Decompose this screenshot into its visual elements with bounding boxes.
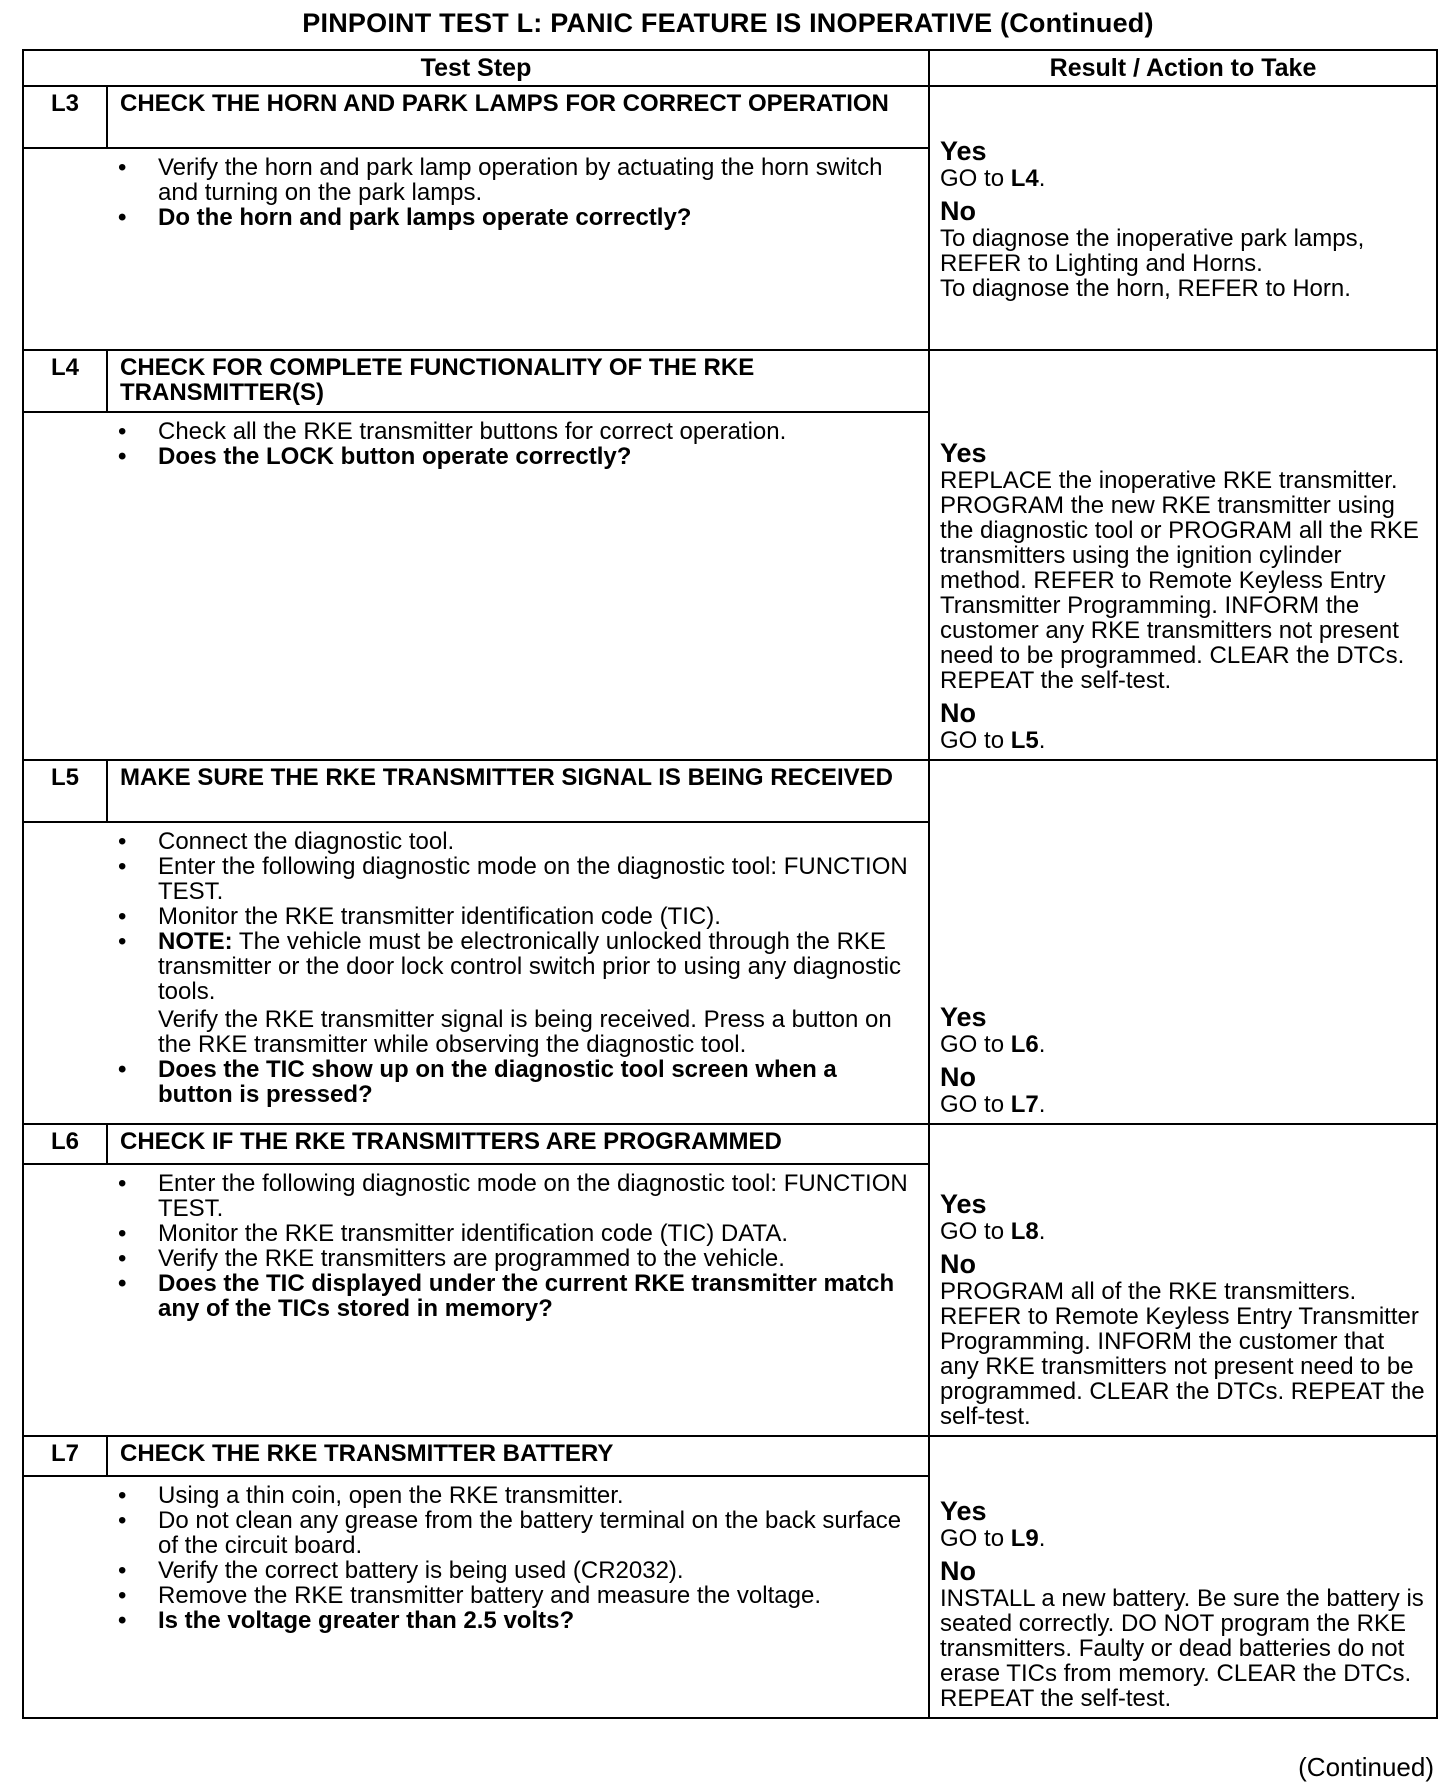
step-title: CHECK IF THE RKE TRANSMITTERS ARE PROGRAMMED — [107, 1124, 929, 1164]
note-paragraph: Verify the RKE transmitter signal is being received. Press a button on the RKE transmitter while observing the diagnostic tool. — [158, 1006, 892, 1058]
yes-action: GO to L4. — [940, 165, 1046, 192]
no-action: GO to L5. — [940, 727, 1046, 754]
list-item: • Do the horn and park lamps operate correctly? — [118, 204, 692, 231]
list-item: • Is the voltage greater than 2.5 volts? — [118, 1607, 575, 1634]
step-row-l4 — [23, 350, 1437, 412]
no-label: No — [940, 698, 977, 728]
yes-label: Yes — [940, 438, 987, 468]
yes-action: REPLACE the inoperative RKE transmitter. PROGRAM the new RKE transmitter using the diagnostic tool or PROGRAM all the RKE transmitters using the ignition cylinder method. REFER to Remote Keyless Entry Transmitter Programming. INFORM the customer any RKE transmitters not present need to be programmed. CLEAR the DTCs. REPEAT the self-test. — [940, 467, 1419, 694]
list-item: • Does the TIC displayed under the current RKE transmitter match any of the TICs stored in memory? — [118, 1270, 895, 1322]
list-item: • Monitor the RKE transmitter identification code (TIC) DATA. — [118, 1220, 788, 1247]
result-cell-l5 — [929, 760, 1437, 1124]
step-body — [23, 1164, 929, 1436]
step-row-l3 — [23, 86, 1437, 148]
header-result-action: Result / Action to Take — [929, 50, 1437, 86]
result-cell-l6 — [929, 1124, 1437, 1436]
pinpoint-test-table — [22, 49, 1438, 1719]
list-item: • Do not clean any grease from the battery terminal on the back surface of the circuit board. — [118, 1507, 902, 1559]
yes-label: Yes — [940, 1496, 987, 1526]
step-title: CHECK THE HORN AND PARK LAMPS FOR CORRECT OPERATION — [107, 86, 929, 148]
no-action: To diagnose the inoperative park lamps, REFER to Lighting and Horns. — [940, 225, 1365, 277]
list-item: • Check all the RKE transmitter buttons for correct operation. — [118, 418, 787, 445]
step-id: L4 — [23, 350, 107, 412]
list-item: • Verify the RKE transmitters are programmed to the vehicle. — [118, 1245, 785, 1272]
list-item: • Verify the correct battery is being used (CR2032). — [118, 1557, 684, 1584]
step-id: L5 — [23, 760, 107, 822]
continued-footer: (Continued) — [1298, 1752, 1434, 1782]
list-item: • Does the LOCK button operate correctly? — [118, 443, 632, 470]
note-item: • NOTE: The vehicle must be electronically unlocked through the RKE transmitter or the door lock control switch prior to using any diagnostic tools. — [118, 928, 902, 1005]
no-action: GO to L7. — [940, 1091, 1046, 1118]
step-id: L6 — [23, 1124, 107, 1164]
step-title: CHECK FOR COMPLETE FUNCTIONALITY OF THE RKE TRANSMITTER(S) — [107, 350, 929, 412]
no-action: PROGRAM all of the RKE transmitters. REFER to Remote Keyless Entry Transmitter Programming. INFORM the customer that any RKE transmitters not present need to be programmed. CLEAR the DTCs. REPEAT the self-test. — [940, 1278, 1425, 1430]
step-title: CHECK THE RKE TRANSMITTER BATTERY — [107, 1436, 929, 1476]
no-label: No — [940, 1062, 977, 1092]
list-item: • Monitor the RKE transmitter identification code (TIC). — [118, 903, 721, 930]
step-body — [23, 148, 929, 350]
list-item: • Enter the following diagnostic mode on the diagnostic tool: FUNCTION TEST. — [118, 853, 908, 905]
list-item: • Connect the diagnostic tool. — [118, 828, 455, 855]
yes-action: GO to L9. — [940, 1525, 1046, 1552]
table-header-row — [23, 50, 1437, 86]
result-cell-l3 — [929, 86, 1437, 350]
no-action: To diagnose the horn, REFER to Horn. — [940, 275, 1351, 302]
page-title: PINPOINT TEST L: PANIC FEATURE IS INOPERATIVE (Continued) — [302, 8, 1154, 38]
no-label: No — [940, 1249, 977, 1279]
step-row-l5 — [23, 760, 1437, 822]
no-action: INSTALL a new battery. Be sure the battery is seated correctly. DO NOT program the RKE transmitters. Faulty or dead batteries do not erase TICs from memory. CLEAR the DTCs. REPEAT the self-test. — [940, 1585, 1424, 1712]
list-item: • Does the TIC show up on the diagnostic tool screen when a button is pressed? — [118, 1056, 837, 1108]
result-cell-l7 — [929, 1436, 1437, 1718]
step-title: MAKE SURE THE RKE TRANSMITTER SIGNAL IS BEING RECEIVED — [107, 760, 929, 822]
step-row-l7 — [23, 1436, 1437, 1476]
list-item: • Using a thin coin, open the RKE transmitter. — [118, 1482, 624, 1509]
yes-action: GO to L8. — [940, 1218, 1046, 1245]
yes-label: Yes — [940, 1189, 987, 1219]
yes-label: Yes — [940, 1002, 987, 1032]
list-item: • Remove the RKE transmitter battery and measure the voltage. — [118, 1582, 821, 1609]
list-item: • Enter the following diagnostic mode on the diagnostic tool: FUNCTION TEST. — [118, 1170, 908, 1222]
step-row-l6 — [23, 1124, 1437, 1164]
step-id: L3 — [23, 86, 107, 148]
yes-label: Yes — [940, 136, 987, 166]
step-body — [23, 1476, 929, 1718]
step-body — [23, 822, 929, 1124]
no-label: No — [940, 196, 977, 226]
no-label: No — [940, 1556, 977, 1586]
step-id: L7 — [23, 1436, 107, 1476]
result-cell-l4 — [929, 350, 1437, 760]
yes-action: GO to L6. — [940, 1031, 1046, 1058]
header-test-step: Test Step — [23, 50, 929, 86]
step-body — [23, 412, 929, 760]
list-item: • Verify the horn and park lamp operation by actuating the horn switch and turning on the park lamps. — [118, 154, 883, 206]
